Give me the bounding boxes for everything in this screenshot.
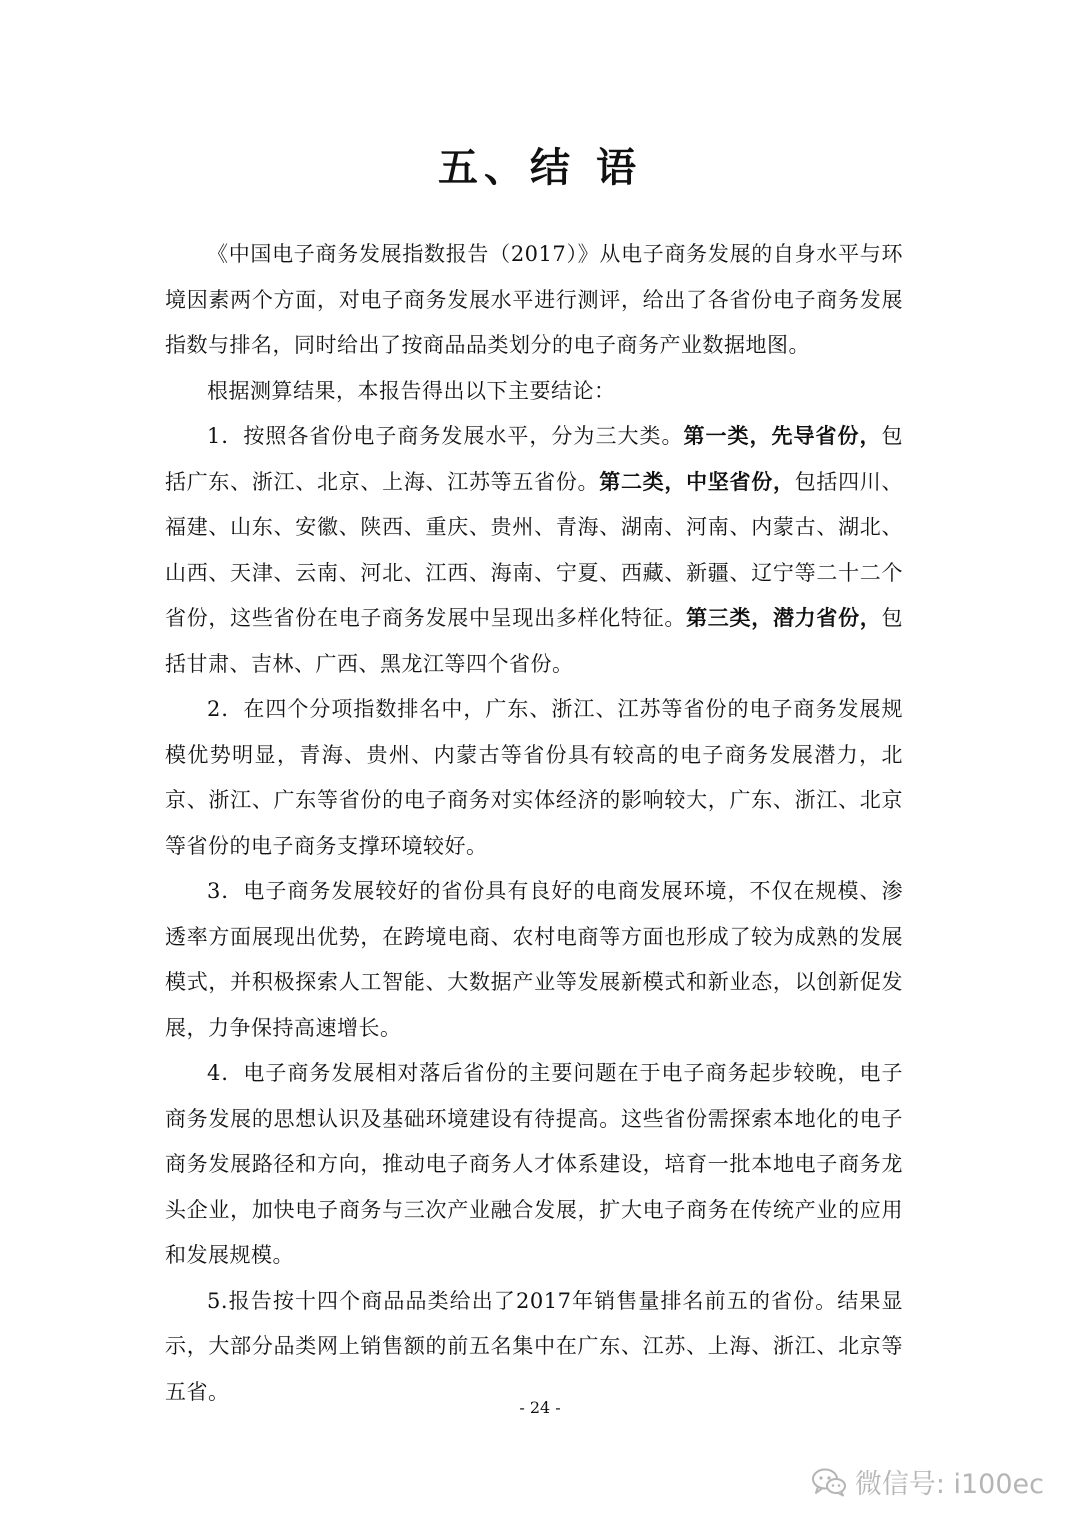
wechat-icon: [811, 1467, 847, 1497]
text-run: 5.报告按十四个商品品类给出了2017年销售量排名前五的省份。结果显示，大部分品类网上销售额的前五名集中在广东、江苏、上海、浙江、北京等五省。: [165, 1288, 903, 1404]
text-run: 包括四川、福建、山东、安徽、陕西、重庆、贵州、青海、湖南、河南、内蒙古、湖北、山西、天津、云南、河北、江西、海南、宁夏、西藏、新疆、辽宁等二十二个省份，这些省份在电子商务发展中呈现出多样化特征。: [165, 469, 904, 630]
page-title: 五、结 语: [438, 145, 642, 191]
text-run: 3．电子商务发展较好的省份具有良好的电商发展环境，不仅在规模、渗透率方面展现出优势，在跨境电商、农村电商等方面也形成了较为成熟的发展模式，并积极探索人工智能、大数据产业等发展新模式和新业态，以创新促发展，力争保持高速增长。: [165, 879, 903, 1040]
text-run: 4．电子商务发展相对落后省份的主要问题在于电子商务起步较晚，电子商务发展的思想认识及基础环境建设有待提高。这些省份需探索本地化的电子商务发展路径和方向，推动电子商务人才体系建设，培育一批本地电子商务龙头企业，加快电子商务与三次产业融合发展，扩大电子商务在传统产业的应用和发展规模。: [165, 1061, 903, 1267]
paragraph: [165, 1051, 903, 1279]
text-run: 1．按照各省份电子商务发展水平，分为三大类。: [207, 424, 684, 448]
paragraph: [165, 232, 903, 369]
text-run: 包括甘肃、吉林、广西、黑龙江等四个省份。: [165, 606, 904, 676]
paragraph: [165, 687, 903, 869]
paragraph: [165, 369, 903, 415]
watermark: [811, 1462, 1044, 1501]
bold-text: 第二类，中坚省份，: [599, 469, 795, 494]
paragraph: [165, 1279, 903, 1416]
paragraph: [165, 869, 903, 1051]
text-run: 根据测算结果，本报告得出以下主要结论：: [207, 378, 616, 403]
bold-text: 第三类，潜力省份，: [686, 606, 882, 630]
paragraph: [165, 414, 903, 687]
text-run: 2．在四个分项指数排名中，广东、浙江、江苏等省份的电子商务发展规模优势明显，青海、贵州、内蒙古等省份具有较高的电子商务发展潜力，北京、浙江、广东等省份的电子商务对实体经济的影响较大，广东、浙江、北京等省份的电子商务支撑环境较好。: [165, 697, 903, 858]
text-run: 包括广东、浙江、北京、上海、江苏等五省份。: [165, 424, 904, 494]
body-text: [165, 232, 903, 1415]
text-run: 《中国电子商务发展指数报告（2017）》从电子商务发展的自身水平与环境因素两个方面，对电子商务发展水平进行测评，给出了各省份电子商务发展指数与排名，同时给出了按商品品类划分的电子商务产业数据地图。: [165, 242, 903, 357]
page-number: - 24 -: [519, 1398, 561, 1417]
bold-text: 第一类，先导省份，: [683, 424, 882, 448]
watermark-text: 微信号: i100ec: [854, 1469, 1044, 1500]
